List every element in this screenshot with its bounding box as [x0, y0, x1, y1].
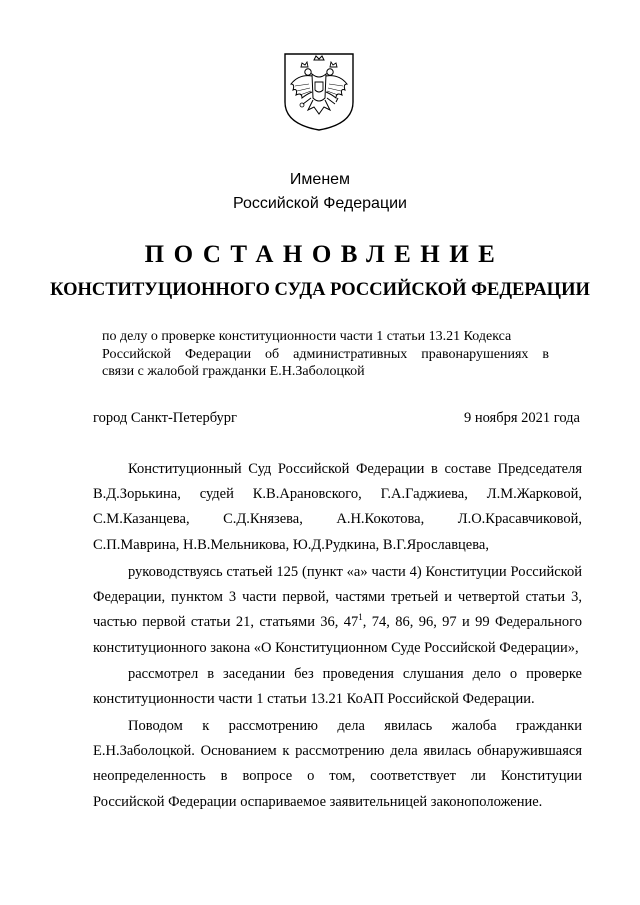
case-line: связи с жалобой гражданки Е.Н.Заболоцкой: [102, 364, 365, 379]
paragraph-legal-basis: [93, 560, 582, 661]
case-description: [102, 328, 549, 381]
coat-of-arms-emblem-icon: [281, 50, 357, 132]
paragraph-line: конституционности части 1 статьи 13.21 КоАП Российской Федерации.: [93, 691, 535, 708]
paragraph-court-composition: [93, 457, 582, 558]
paragraph-considered: [93, 662, 582, 712]
intro-line-federation: Российской Федерации: [233, 195, 407, 212]
superscript: 1: [358, 612, 363, 623]
case-line: по делу о проверке конституционности части 1 статьи 13.21 Кодекса: [102, 329, 512, 344]
paragraph-reason: [93, 714, 582, 815]
paragraph-line: [93, 610, 582, 635]
intro-line-name: Именем: [289, 171, 351, 188]
paragraph-line: Конституционный Суд Российской Федерации в составе Председателя: [128, 461, 582, 477]
paragraph-line: руководствуясь статьей 125 (пункт «а» части 4) Конституции Российской: [128, 564, 582, 580]
city-label: город Санкт-Петербург: [93, 410, 238, 426]
paragraph-line: Федерации, пунктом 3 части первой, частями третьей и четвертой статьи 3,: [93, 589, 582, 606]
paragraph-line: Российской Федерации оспариваемое заявительницей законоположение.: [93, 793, 543, 810]
line-text: , 74, 86, 96, 97 и 99 Федерального: [362, 614, 583, 631]
line-text: частью первой статьи 21, статьями 36, 47: [93, 614, 359, 631]
paragraph-line: рассмотрел в заседании без проведения слушания дело о проверке: [128, 666, 582, 682]
paragraph-line: неопределенность в вопросе о том, соответствует ли Конституции: [93, 768, 582, 785]
document-title: ПОСТАНОВЛЕНИЕ: [144, 241, 505, 268]
case-line: Российской Федерации об административных правонарушениях в: [102, 346, 549, 362]
paragraph-line: С.П.Маврина, Н.В.Мельникова, Ю.Д.Рудкина, В.Г.Ярославцева,: [93, 536, 489, 553]
paragraph-line: конституционного закона «О Конституционном Суде Российской Федерации»,: [93, 639, 579, 656]
paragraph-line: В.Д.Зорькина, судей К.В.Арановского, Г.А.Гаджиева, Л.М.Жарковой,: [93, 486, 582, 503]
paragraph-line: С.М.Казанцева, С.Д.Князева, А.Н.Кокотова, Л.О.Красавчиковой,: [93, 511, 582, 528]
date-label: 9 ноября 2021 года: [463, 410, 580, 426]
paragraph-line: Поводом к рассмотрению дела явилась жалоба гражданки: [128, 718, 582, 734]
document-subtitle: КОНСТИТУЦИОННОГО СУДА РОССИЙСКОЙ ФЕДЕРАЦИИ: [50, 280, 590, 300]
paragraph-line: Е.Н.Заболоцкой. Основанием к рассмотрению дела явилась обнаружившаяся: [93, 743, 582, 760]
